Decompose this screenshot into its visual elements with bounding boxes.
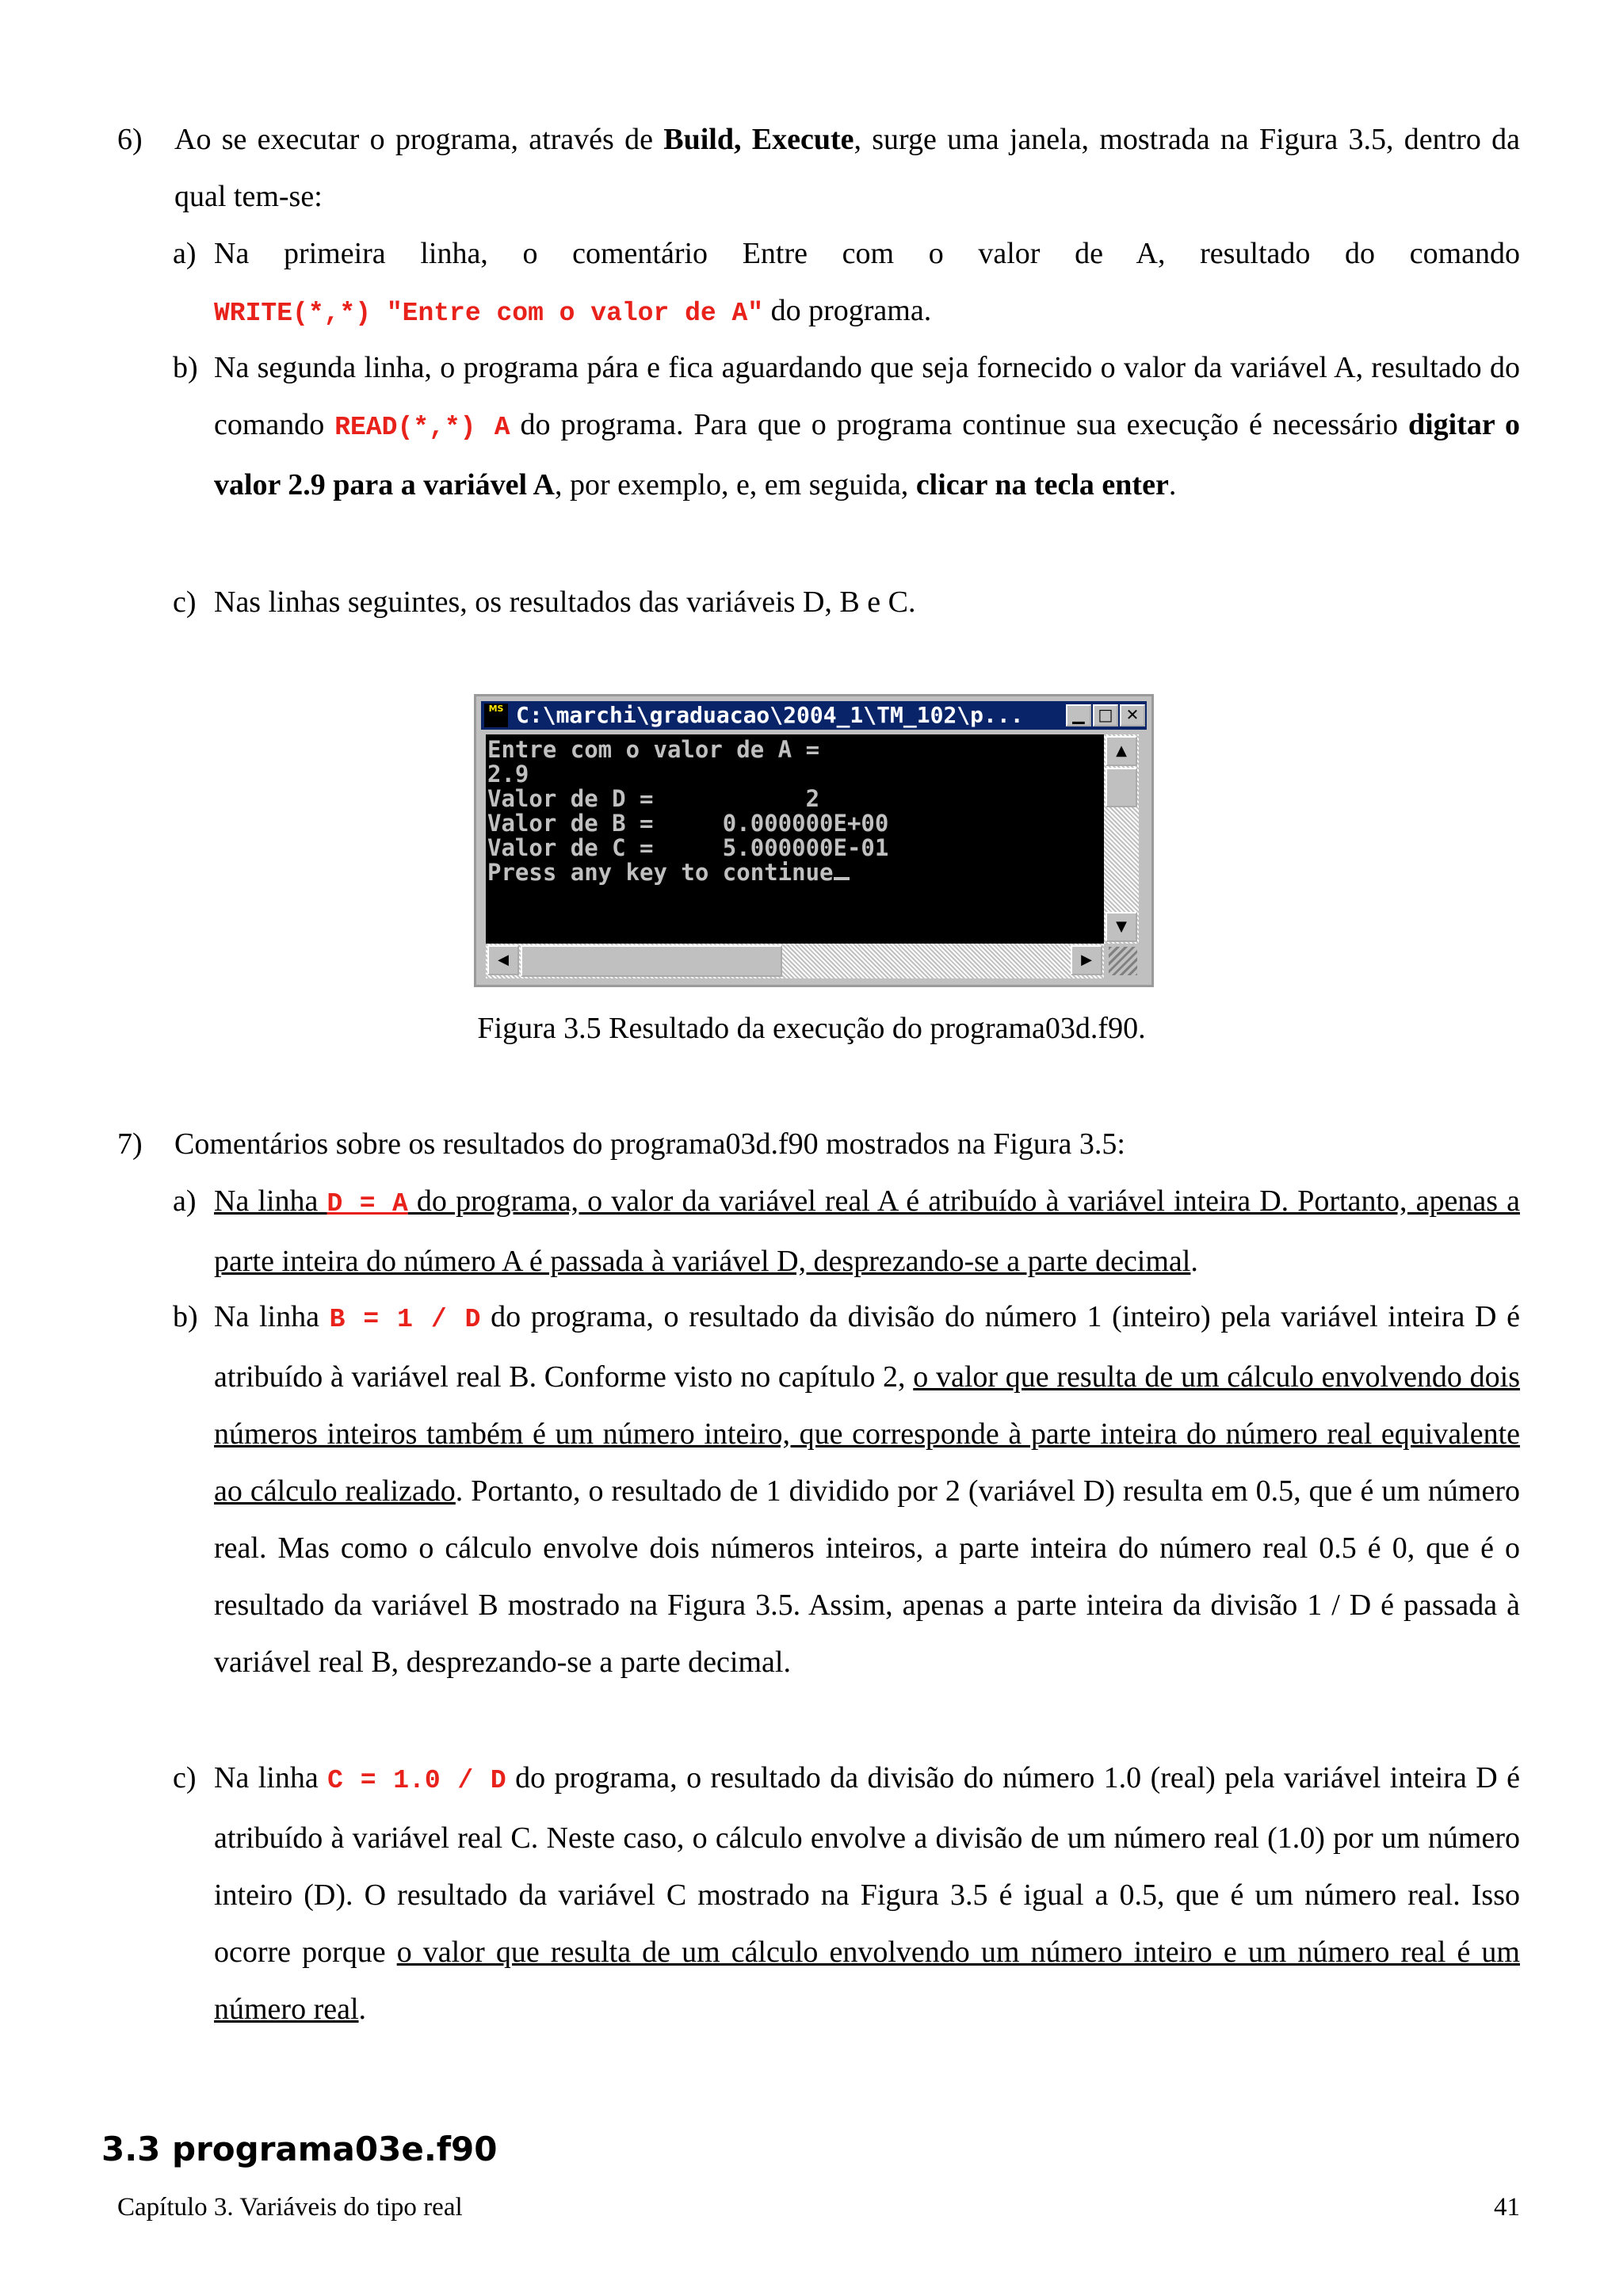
window-title: C:\marchi\graduacao\2004_1\TM_102\p... [516, 702, 1024, 728]
text: , por exemplo, e, em seguida, [554, 468, 916, 502]
scroll-left-icon[interactable]: ◀ [487, 945, 519, 975]
window-titlebar[interactable] [481, 701, 1147, 730]
console-line: Entre com o valor de A = [487, 736, 820, 763]
console-line: Valor de B = 0.000000E+00 [487, 810, 889, 837]
scroll-up-icon[interactable]: ▲ [1106, 736, 1137, 766]
horizontal-scroll-thumb[interactable] [521, 945, 782, 977]
section-heading: 3.3 programa03e.f90 [101, 2130, 498, 2168]
code-snippet: C = 1.0 / D [327, 1766, 506, 1795]
item-7b [173, 1288, 1520, 1691]
item-label: a) [173, 1184, 197, 1218]
cursor-icon [834, 877, 850, 880]
text: Na linha [214, 1761, 328, 1794]
text: do programa, o resultado da divisão do número 1 (inteiro) pela variável inteira D é atribuído à variável real B. Conforme visto no capítulo 2, [214, 1300, 1520, 1394]
item-label: a) [173, 237, 197, 270]
console-line: 2.9 [487, 761, 529, 788]
resize-grip-icon[interactable] [1109, 947, 1137, 975]
item-6c [173, 574, 1520, 631]
console-line [487, 860, 850, 885]
text: . [1168, 468, 1177, 502]
horizontal-scrollbar[interactable] [486, 944, 1104, 978]
bold-text: Build, Execute [663, 123, 854, 156]
text: . [1190, 1245, 1198, 1278]
bold-text: clicar na tecla enter [915, 468, 1169, 502]
underlined-text: Na linha [214, 1184, 327, 1218]
figure-caption: Figura 3.5 Resultado da execução do programa03d.f90. [477, 1012, 1146, 1045]
text: Na segunda linha, o programa pára e fica aguardando que seja fornecido o valor da variável A, resultado do comando [214, 351, 1520, 441]
console-line: Valor de D = 2 [487, 785, 820, 812]
footer-chapter: Capítulo 3. Variáveis do tipo real [117, 2193, 463, 2222]
item-6b [173, 339, 1520, 513]
item-label: c) [173, 1761, 197, 1794]
vertical-scroll-thumb[interactable] [1106, 768, 1137, 807]
msdos-icon[interactable]: MS [484, 704, 508, 727]
text: do programa, o resultado da divisão do número 1.0 (real) pela variável inteira D é atribuído à variável real C. Neste caso, o cálculo envolve a divisão de um número real (1.0) por um número inteiro (D). O resultado da variável C mostrado na Figura 3.5 é igual a 0.5, que é um número real. Isso ocorre porque [214, 1761, 1520, 1969]
underlined-text: do programa, o valor da variável real A é atribuído à variável inteira D. Portanto, apenas a parte inteira do número A é passada à variável D, desprezando-se a parte decimal [214, 1184, 1520, 1278]
text: , surge uma janela, mostrada na Figura 3.5, dentro da qual tem-se: [174, 123, 1520, 213]
console-line: Valor de C = 5.000000E-01 [487, 834, 889, 861]
console-prompt: Press any key to continue [487, 859, 834, 886]
minimize-icon[interactable]: ▁ [1066, 704, 1091, 727]
text: do programa. [763, 294, 932, 327]
text: Na primeira linha, o comentário Entre com o valor de A, resultado do comando [214, 237, 1520, 270]
item-label: b) [173, 351, 198, 384]
text: do programa. Para que o programa continue sua execução é necessário [510, 408, 1408, 441]
console-window [474, 694, 1154, 987]
item-number: 6) [117, 123, 143, 156]
item-7 [117, 1116, 1520, 1173]
scroll-down-icon[interactable]: ▼ [1106, 912, 1137, 942]
item-label: b) [173, 1300, 198, 1333]
text: Nas linhas seguintes, os resultados das variáveis D, B e C. [214, 585, 916, 619]
text: Na linha [214, 1300, 330, 1333]
item-number: 7) [117, 1127, 143, 1161]
bold-text: digitar o valor 2.9 para a variável A [214, 408, 1520, 502]
underlined-text: o valor que resulta de um cálculo envolvendo dois números inteiros também é um número inteiro, que corresponde à parte inteira do número real equivalente ao cálculo realizado [214, 1360, 1520, 1508]
item-7a [173, 1173, 1520, 1290]
text: Comentários sobre os resultados do programa03d.f90 mostrados na Figura 3.5: [174, 1127, 1125, 1161]
code-snippet: B = 1 / D [329, 1305, 481, 1334]
item-6a [173, 225, 1520, 342]
text: . Portanto, o resultado de 1 dividido por 2 (variável D) resulta em 0.5, que é um número real. Mas como o cálculo envolve dois números inteiros, a parte inteira do número real 0.5 é 0, que é o resultado da variável B mostrado na Figura 3.5. Assim, apenas a parte inteira da divisão 1 / D é passada à variável real B, desprezando-se a parte decimal. [214, 1474, 1520, 1679]
code-snippet: READ(*,*) A [334, 413, 510, 442]
scroll-right-icon[interactable]: ▶ [1071, 945, 1102, 975]
text: . [358, 1993, 367, 2026]
item-6 [117, 111, 1520, 225]
console-screen[interactable] [486, 734, 1104, 944]
underlined-text: o valor que resulta de um cálculo envolvendo um número inteiro e um número real é um número real [214, 1936, 1520, 2026]
text: Ao se executar o programa, através de [174, 123, 664, 156]
vertical-scrollbar[interactable] [1104, 734, 1139, 944]
code-snippet: WRITE(*,*) "Entre com o valor de A" [214, 299, 764, 328]
footer-page-number: 41 [1494, 2193, 1520, 2222]
close-icon[interactable]: ✕ [1120, 704, 1145, 727]
item-label: c) [173, 585, 197, 619]
maximize-icon[interactable]: □ [1093, 704, 1118, 727]
code-snippet: D = A [327, 1189, 408, 1219]
item-7c [173, 1749, 1520, 2038]
